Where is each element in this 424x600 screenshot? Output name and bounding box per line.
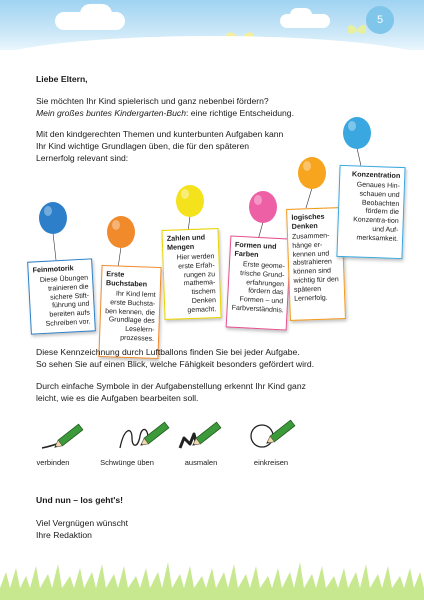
skill-card-formen (226, 235, 292, 330)
skills-paragraph: Mit den kindgerechten Themen und kunterbunten Aufgaben kann Ihr Kind wichtige Grundlagen üben, die für den späteren Lernerfolg relevant sind: (36, 129, 284, 164)
skill-card-text: Genaues Hin-schauen und Beobachten fördern die Konzentra-tion und Auf-merksamkeit. (353, 181, 401, 243)
skill-card-title: Zahlen und Mengen (166, 232, 206, 252)
skill-card-title: logisches Denken (291, 211, 325, 231)
symbol-label-connect: verbinden (36, 458, 70, 467)
balloon-yellow (176, 185, 204, 232)
symbol-label-color: ausmalen (184, 458, 218, 467)
intro-paragraph: Sie möchten Ihr Kind spielerisch und ganz nebenbei fördern? Mein großes buntes Kindergarten-Buch: eine richtige Entscheidung. (36, 96, 294, 119)
balloon-explanation: Diese Kennzeichnung durch Luftballons finden Sie bei jeder Aufgabe. So sehen Sie auf einen Blick, welche Fähigkeit besonders gefördert wird. (36, 347, 315, 370)
skill-card-text: Diese Übungen trainieren die sichere Stift-führung und bereiten aufs Schreiben vor. (39, 274, 91, 328)
balloon-pink (249, 191, 277, 240)
closing-heading: Und nun – los geht's! (36, 495, 124, 505)
cloud (80, 4, 112, 24)
symbols-explanation: Durch einfache Symbole in der Aufgabenstellung erkennt Ihr Kind ganz leicht, wie es die Aufgaben bearbeiten soll. (36, 381, 306, 404)
grass-footer (0, 560, 424, 600)
color-pencil-icon (176, 418, 228, 452)
skill-card-text: Zusammen-hänge er-kennen und abstrahieren können sind wichtig für den späteren Lernerfolg. (291, 232, 339, 303)
symbol-label-swing: Schwünge üben (100, 458, 154, 467)
circle-pencil-icon (246, 416, 300, 452)
skill-card-konzentration (336, 165, 405, 259)
balloon-orange (107, 216, 135, 268)
skill-card-title: Feinmotorik (32, 263, 74, 275)
greeting: Liebe Eltern, (36, 74, 88, 84)
skill-card-text: Ihr Kind lernt erste Buchsta-ben kennen, die Grundlage des Leselern-prozesses. (105, 290, 156, 343)
skill-card-feinmotorik (27, 258, 96, 334)
balloon-blue (39, 202, 67, 260)
symbol-label-circle: einkreisen (253, 458, 289, 467)
butterfly-icon (346, 22, 368, 38)
connect-pencil-icon (40, 418, 90, 452)
closing-text: Viel Vergnügen wünscht Ihre Redaktion (36, 518, 129, 541)
skill-card-text: Erste geome-trische Grund-erfahrungen fördern das Formen – und Farbverständnis. (231, 261, 286, 315)
skill-card-title: Konzentration (351, 169, 401, 180)
skill-card-buchstaben (98, 265, 161, 359)
skill-card-title: Erste Buchstaben (105, 269, 148, 289)
balloon-lightblue (343, 117, 371, 166)
cloud (290, 8, 312, 22)
skill-card-zahlen (161, 228, 221, 320)
skill-card-title: Formen und Farben (234, 239, 277, 259)
page-number: 5 (366, 6, 394, 34)
skill-card-text: Hier werden erste Erfah-rungen zu mathema-tischem Denken gemacht. (176, 253, 217, 314)
swing-pencil-icon (118, 418, 174, 452)
balloon-orange-2 (298, 157, 326, 208)
